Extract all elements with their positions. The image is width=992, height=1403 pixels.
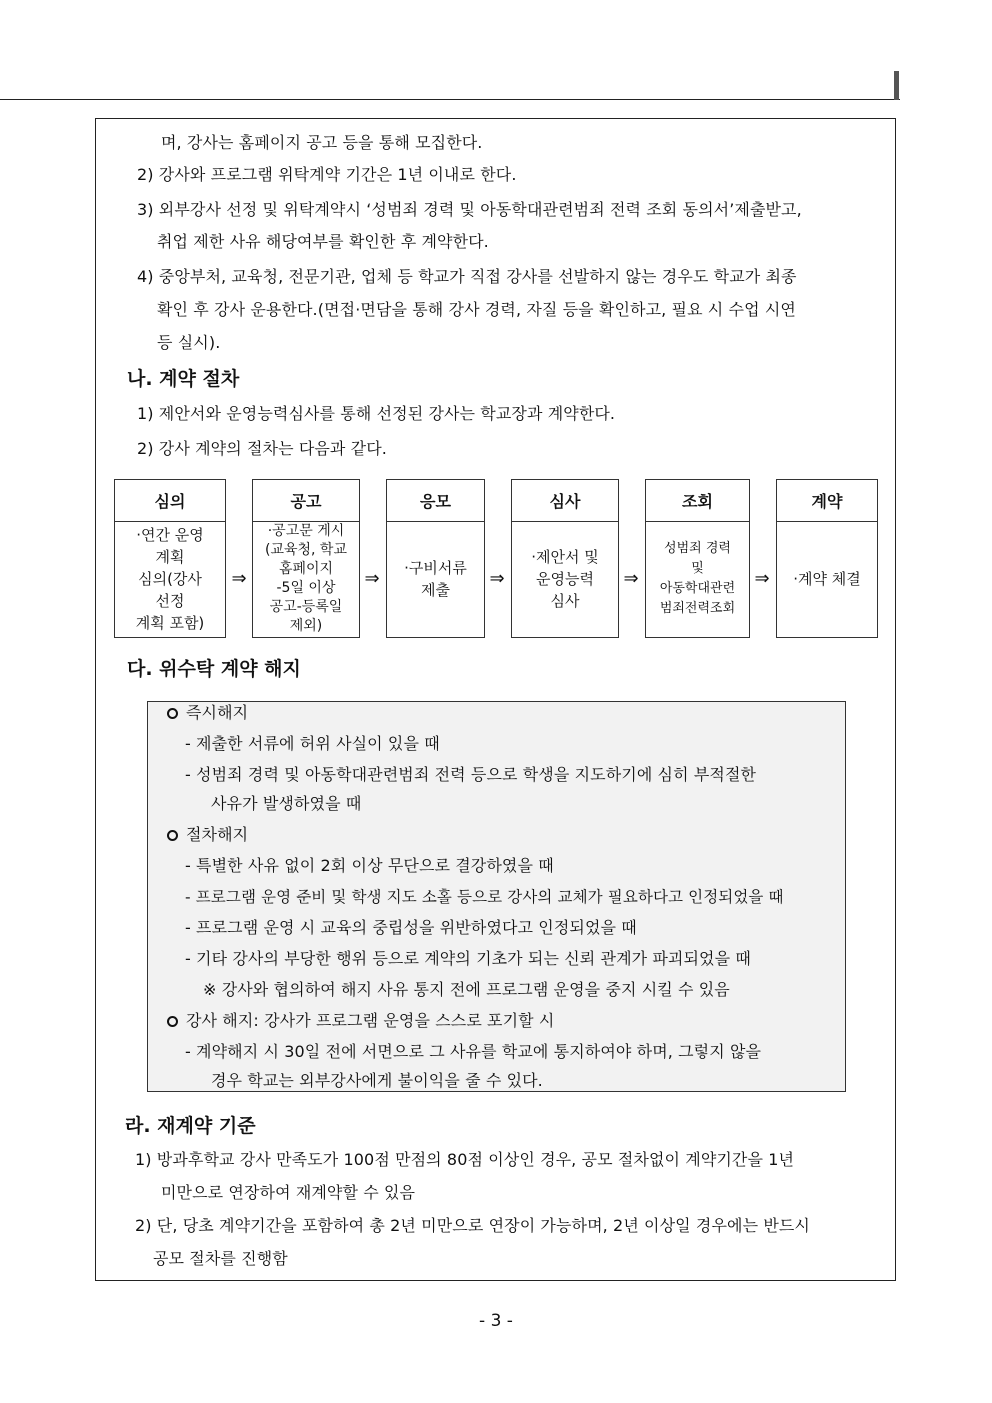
- flow-step-screening: [511, 479, 619, 638]
- flow-step-body: ·공고문 게시 (교육청, 학교 홈페이지 -5일 이상 공고-등록일 제외): [265, 523, 347, 634]
- termination-item: - 기타 강사의 부당한 행위 등으로 계약의 기초가 되는 신뢰 관계가 파괴되었을 때: [185, 949, 751, 968]
- section-na-item: 2) 강사 계약의 절차는 다음과 같다.: [137, 439, 387, 458]
- flow-arrow-icon: ⇒: [364, 568, 380, 589]
- flow-step-title: 계약: [777, 480, 877, 522]
- termination-item: - 제출한 서류에 허위 사실이 있을 때: [185, 734, 440, 753]
- flow-arrow-icon: ⇒: [231, 568, 247, 589]
- content-frame: [95, 118, 896, 1281]
- header-bar-accent: [894, 71, 899, 100]
- flow-step-title: 공고: [253, 480, 359, 522]
- termination-category: 강사 해지: 강사가 프로그램 운영을 스스로 포기할 시: [167, 1011, 554, 1031]
- termination-item: - 계약해지 시 30일 전에 서면으로 그 사유를 학교에 통지하여야 하며, 그렇지 않을: [185, 1042, 762, 1061]
- flow-step-title: 심의: [115, 480, 225, 522]
- section-ra-line: 미만으로 연장하여 재계약할 수 있음: [161, 1183, 416, 1202]
- section-na-item: 1) 제안서와 운영능력심사를 통해 선정된 강사는 학교장과 계약한다.: [137, 404, 616, 423]
- termination-item: - 특별한 사유 없이 2회 이상 무단으로 결강하였을 때: [185, 856, 554, 875]
- section-heading-ra: 라. 재계약 기준: [125, 1115, 256, 1137]
- termination-category: 절차해지: [167, 825, 248, 845]
- flow-step-title: 심사: [512, 480, 618, 522]
- flow-arrow-icon: ⇒: [489, 568, 505, 589]
- termination-item: 사유가 발생하였을 때: [211, 794, 362, 813]
- flow-step-title: 조회: [646, 480, 749, 522]
- flow-step-body: 성범죄 경력 및 아동학대관련 범죄전력조회: [659, 541, 736, 616]
- termination-item: - 성범죄 경력 및 아동학대관련범죄 전력 등으로 학생을 지도하기에 심히 부적절한: [185, 765, 757, 784]
- termination-item: - 프로그램 운영 시 교육의 중립성을 위반하였다고 인정되었을 때: [185, 918, 637, 937]
- flow-arrow-icon: ⇒: [623, 568, 639, 589]
- flow-step-title: 응모: [387, 480, 484, 522]
- flow-step-body: ·구비서류 제출: [404, 559, 467, 599]
- flow-step-contract: [776, 479, 878, 638]
- section-heading-da: 다. 위수탁 계약 해지: [127, 658, 301, 680]
- termination-note: ※ 강사와 협의하여 해지 사유 통지 전에 프로그램 운영을 중지 시킬 수 있음: [203, 980, 730, 999]
- intro-line: 확인 후 강사 운용한다.(면접·면담을 통해 강사 경력, 자질 등을 확인하고, 필요 시 수업 시연: [157, 300, 796, 319]
- header-rule: [0, 99, 900, 100]
- page-number: - 3 -: [479, 1311, 513, 1331]
- circle-bullet-icon: [167, 708, 178, 719]
- termination-item: - 프로그램 운영 준비 및 학생 지도 소홀 등으로 강사의 교체가 필요하다고 인정되었을 때: [185, 888, 784, 906]
- flow-arrow-icon: ⇒: [754, 568, 770, 589]
- flow-step-inquiry: [645, 479, 750, 638]
- intro-line: 취업 제한 사유 해당여부를 확인한 후 계약한다.: [157, 232, 489, 251]
- flow-step-review: [114, 479, 226, 638]
- section-ra-line: 2) 단, 당초 계약기간을 포함하여 총 2년 미만으로 연장이 가능하며, 2년 이상일 경우에는 반드시: [135, 1216, 810, 1235]
- intro-line: 3) 외부강사 선정 및 위탁계약시 ‘성범죄 경력 및 아동학대관련범죄 전력 조회 동의서’제출받고,: [137, 200, 802, 219]
- termination-item: 경우 학교는 외부강사에게 불이익을 줄 수 있다.: [211, 1071, 543, 1090]
- intro-line: 4) 중앙부처, 교육청, 전문기관, 업체 등 학교가 직접 강사를 선발하지 않는 경우도 학교가 최종: [137, 267, 797, 286]
- circle-bullet-icon: [167, 830, 178, 841]
- intro-line: 며, 강사는 홈페이지 공고 등을 통해 모집한다.: [161, 133, 483, 152]
- section-ra-line: 공모 절차를 진행함: [153, 1249, 288, 1268]
- termination-category: 즉시해지: [167, 703, 248, 723]
- flow-step-body: ·연간 운영 계획 심의(강사 선정 계획 포함): [135, 526, 205, 632]
- flow-step-notice: [252, 479, 360, 638]
- intro-line: 등 실시).: [157, 333, 221, 352]
- flow-step-body: ·제안서 및 운영능력 심사: [531, 548, 599, 610]
- section-ra-line: 1) 방과후학교 강사 만족도가 100점 만점의 80점 이상인 경우, 공모 절차없이 계약기간을 1년: [135, 1150, 795, 1169]
- flow-step-apply: [386, 479, 485, 638]
- intro-line: 2) 강사와 프로그램 위탁계약 기간은 1년 이내로 한다.: [137, 165, 517, 184]
- circle-bullet-icon: [167, 1016, 178, 1027]
- section-heading-na: 나. 계약 절차: [127, 368, 240, 390]
- flow-step-body: ·계약 체결: [793, 570, 861, 588]
